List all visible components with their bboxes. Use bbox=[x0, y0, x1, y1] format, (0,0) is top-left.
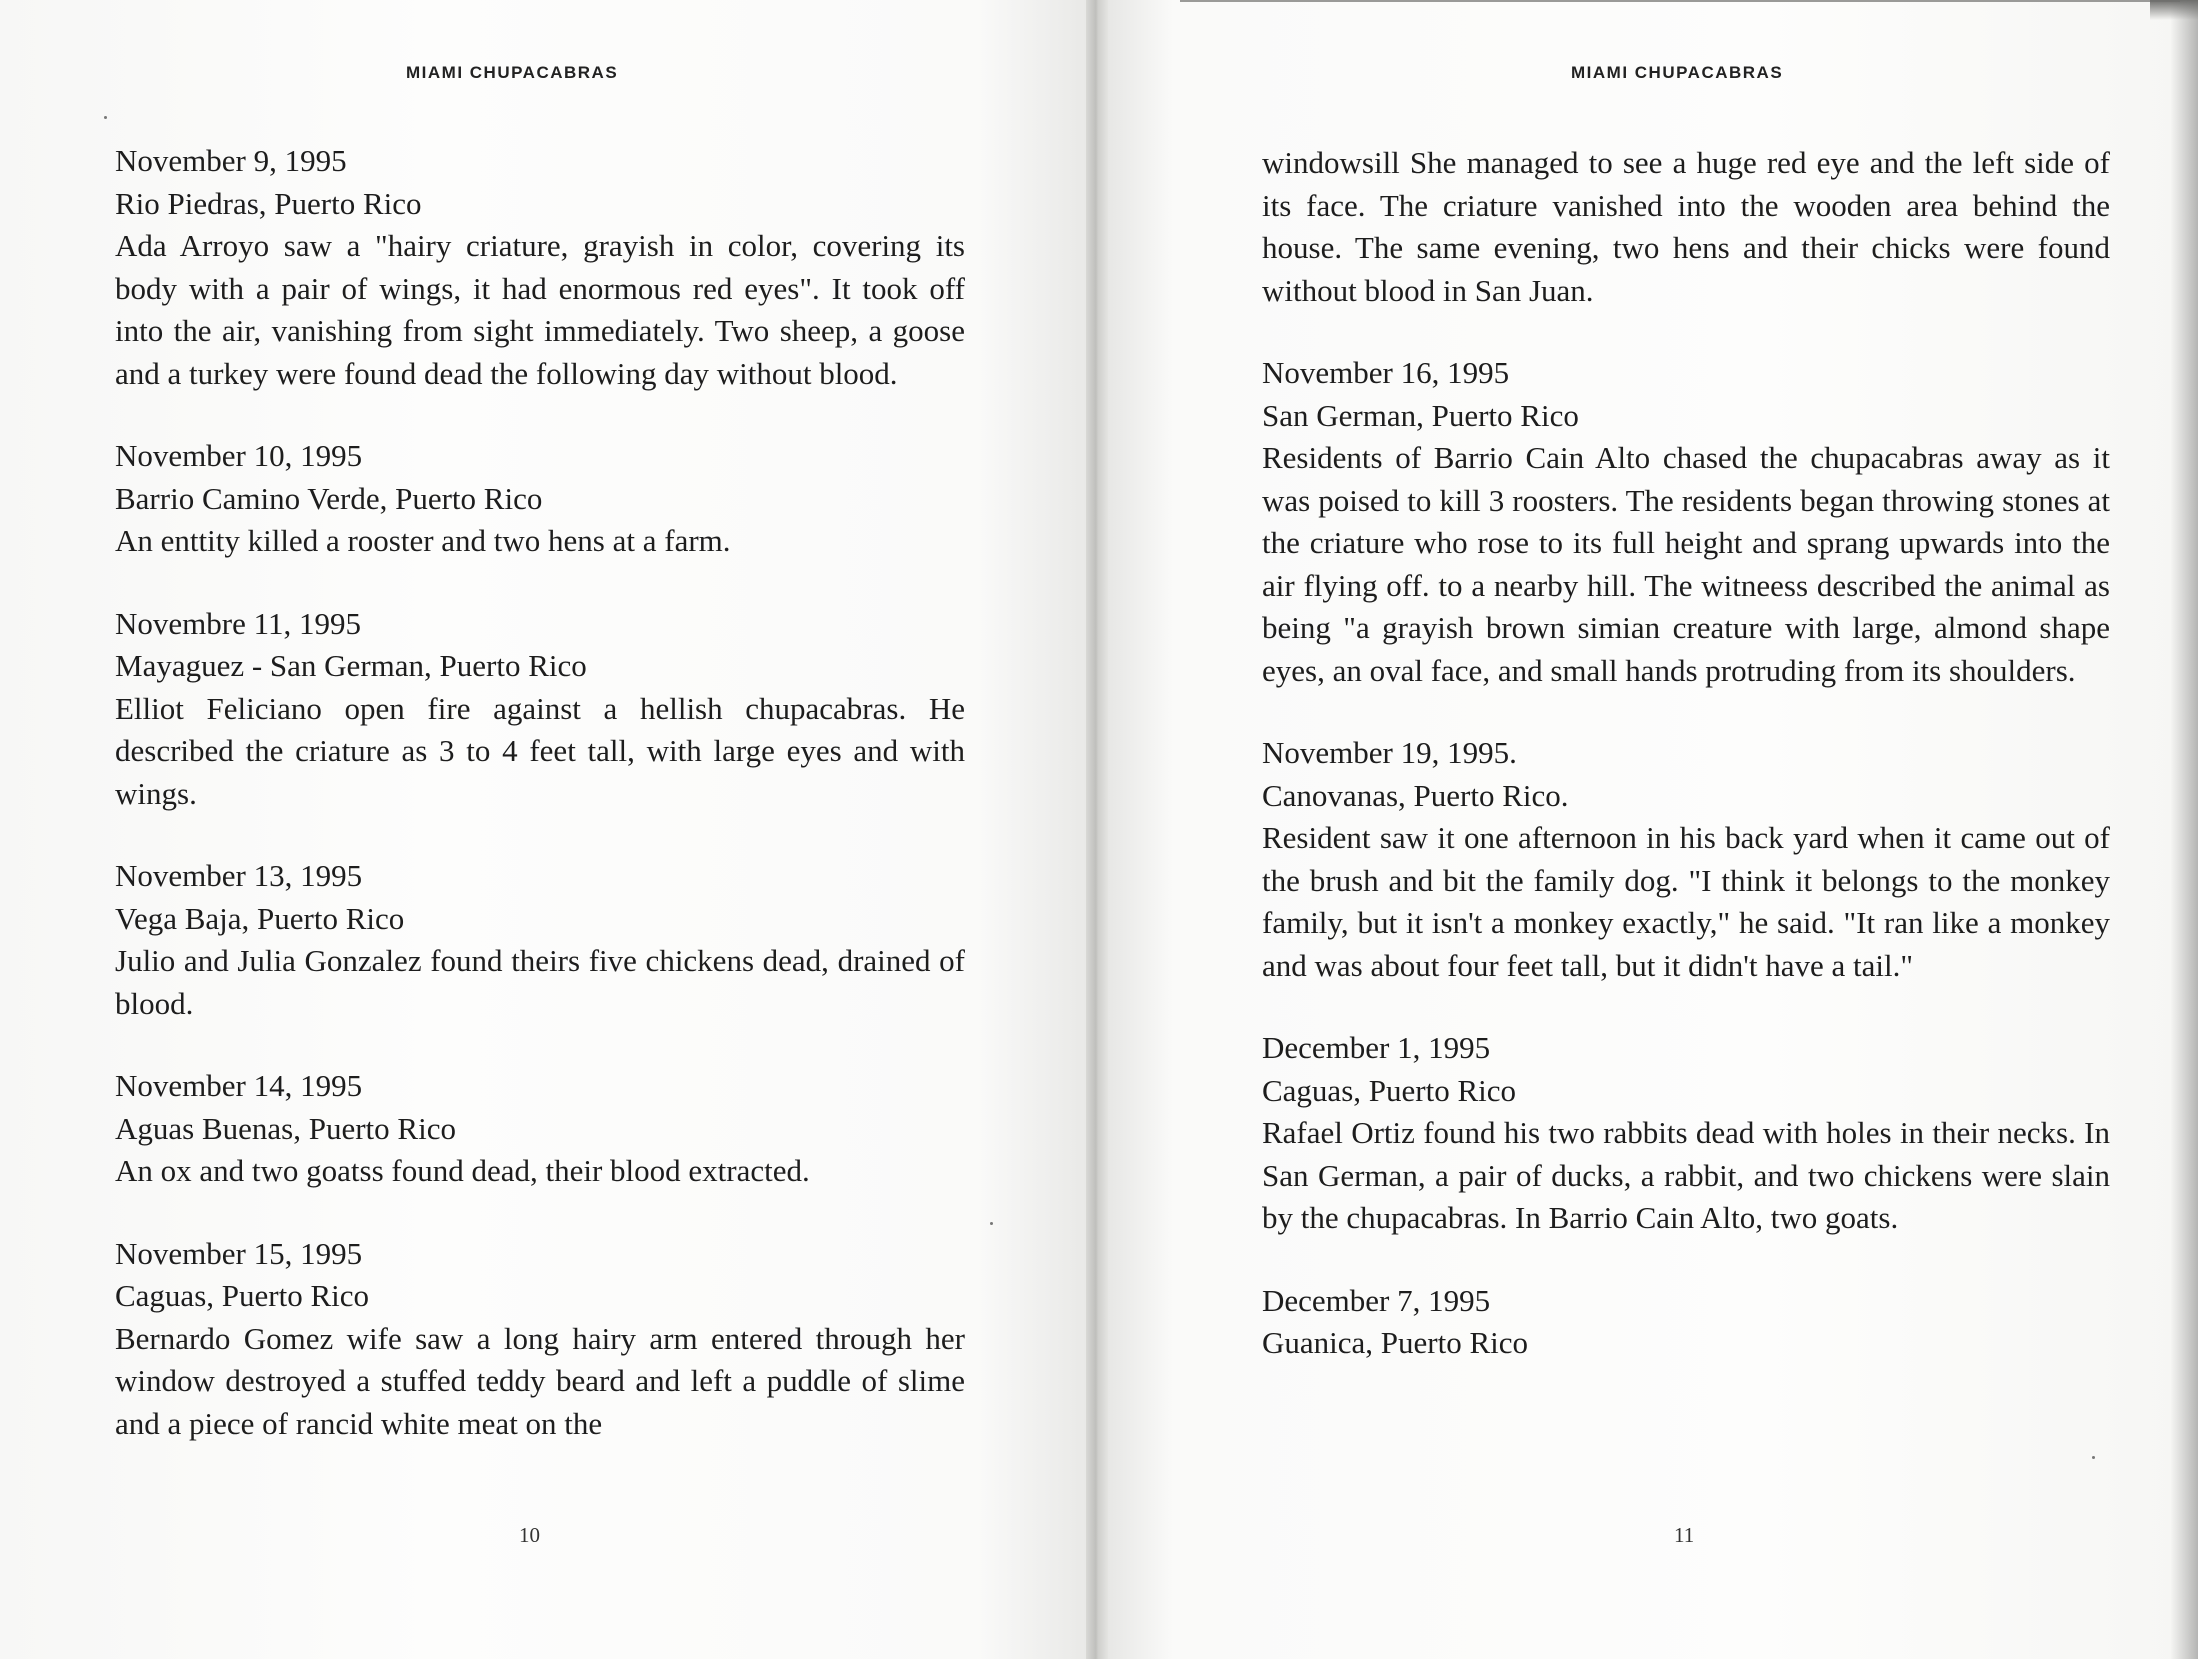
entry-date: Novembre 11, 1995 bbox=[115, 605, 361, 641]
entry-place: Barrio Camino Verde, Puerto Rico bbox=[115, 480, 543, 516]
entry-description: An enttity killed a rooster and two hens at a farm. bbox=[115, 523, 731, 558]
incident-entry bbox=[115, 1065, 965, 1193]
page-number: 10 bbox=[519, 1523, 540, 1547]
book-gutter bbox=[1086, 0, 1108, 1659]
entry-place: Aguas Buenas, Puerto Rico bbox=[115, 1110, 456, 1146]
entry-place: Rio Piedras, Puerto Rico bbox=[115, 185, 422, 221]
entry-description: Bernardo Gomez wife saw a long hairy arm entered through her window destroyed a stuffed teddy beard and left a puddle of slime and a piece of rancid white meat on the bbox=[115, 1320, 965, 1441]
incident-entry bbox=[1262, 1027, 2110, 1240]
entry-date: November 9, 1995 bbox=[115, 143, 347, 178]
entry-date: November 13, 1995 bbox=[115, 858, 363, 893]
entry-description: Julio and Julia Gonzalez found theirs five chickens dead, drained of blood. bbox=[115, 943, 965, 1021]
incident-entry bbox=[115, 855, 965, 1025]
entry-description: Ada Arroyo saw a "hairy criature, grayish in color, covering its body with a pair of wings, it had enormous red eyes". It took off into the air, vanishing from sight immediately. Two sheep, a goose and a turkey were found dead the following day without blood. bbox=[115, 228, 965, 391]
entry-date: November 14, 1995 bbox=[115, 1068, 363, 1103]
entry-date: November 10, 1995 bbox=[115, 438, 363, 473]
paper-speck bbox=[990, 1222, 993, 1225]
page-edge-shadow bbox=[2170, 0, 2198, 1659]
entry-place: San German, Puerto Rico bbox=[1262, 397, 1579, 433]
paper-speck bbox=[104, 116, 107, 119]
entry-place: Mayaguez - San German, Puerto Rico bbox=[115, 648, 587, 683]
running-header: MIAMI CHUPACABRAS bbox=[1571, 63, 1784, 82]
entry-date: December 7, 1995 bbox=[1262, 1282, 1491, 1318]
incident-entry bbox=[1262, 732, 2110, 987]
entry-date: December 1, 1995 bbox=[1262, 1030, 1491, 1065]
incident-entry bbox=[1262, 1280, 2110, 1365]
entry-description: windowsill She managed to see a huge red eye and the left side of its face. The criature vanished into the wooden area behind the house. The same evening, two hens and their chicks were found without blood in San Juan. bbox=[1262, 145, 2110, 308]
incident-entry bbox=[115, 435, 965, 563]
page-edge-line bbox=[1180, 0, 2180, 2]
incident-entry bbox=[115, 603, 965, 816]
entry-place: Caguas, Puerto Rico bbox=[115, 1278, 369, 1313]
right-page bbox=[1108, 0, 2198, 1659]
left-page bbox=[0, 0, 1086, 1659]
page-body bbox=[1262, 142, 2110, 1405]
entry-place: Caguas, Puerto Rico bbox=[1262, 1072, 1516, 1108]
entry-description: Residents of Barrio Cain Alto chased the chupacabras away as it was poised to kill 3 roosters. The residents began throwing stones at the criature who rose to its full height and sprang upwards into the air flying off. to a nearby hill. The witneess described the animal as being "a grayish brown simian creature with large, almond shape eyes, an oval face, and small hands protruding from its shoulders. bbox=[1262, 440, 2110, 688]
page-body bbox=[115, 140, 965, 1485]
incident-entry bbox=[115, 140, 965, 395]
entry-place: Guanica, Puerto Rico bbox=[1262, 1325, 1529, 1360]
entry-place: Vega Baja, Puerto Rico bbox=[115, 900, 405, 936]
entry-date: November 15, 1995 bbox=[115, 1235, 363, 1271]
continued-text bbox=[1262, 142, 2110, 312]
incident-entry bbox=[1262, 352, 2110, 692]
entry-date: November 16, 1995 bbox=[1262, 355, 1510, 390]
paper-speck bbox=[2092, 1456, 2095, 1459]
entry-description: Resident saw it one afternoon in his back yard when it came out of the brush and bit the family dog. "I think it belongs to the monkey family, but it isn't a monkey exactly," he said. "It ran like a monkey and was about four feet tall, but it didn't have a tail." bbox=[1262, 820, 2110, 983]
entry-place: Canovanas, Puerto Rico. bbox=[1262, 777, 1569, 813]
entry-description: Elliot Feliciano open fire against a hellish chupacabras. He described the criature as 3 to 4 feet tall, with large eyes and with wings. bbox=[115, 690, 965, 811]
page-number: 11 bbox=[1674, 1523, 1695, 1547]
incident-entry bbox=[115, 1233, 965, 1446]
entry-date: November 19, 1995. bbox=[1262, 735, 1517, 770]
page-edge-corner bbox=[2150, 0, 2198, 20]
entry-description: Rafael Ortiz found his two rabbits dead with holes in their necks. In San German, a pair of ducks, a rabbit, and two chickens were slain by the chupacabras. In Barrio Cain Alto, two goats. bbox=[1262, 1115, 2110, 1235]
entry-description: An ox and two goatss found dead, their blood extracted. bbox=[115, 1153, 810, 1188]
running-header: MIAMI CHUPACABRAS bbox=[406, 63, 619, 82]
